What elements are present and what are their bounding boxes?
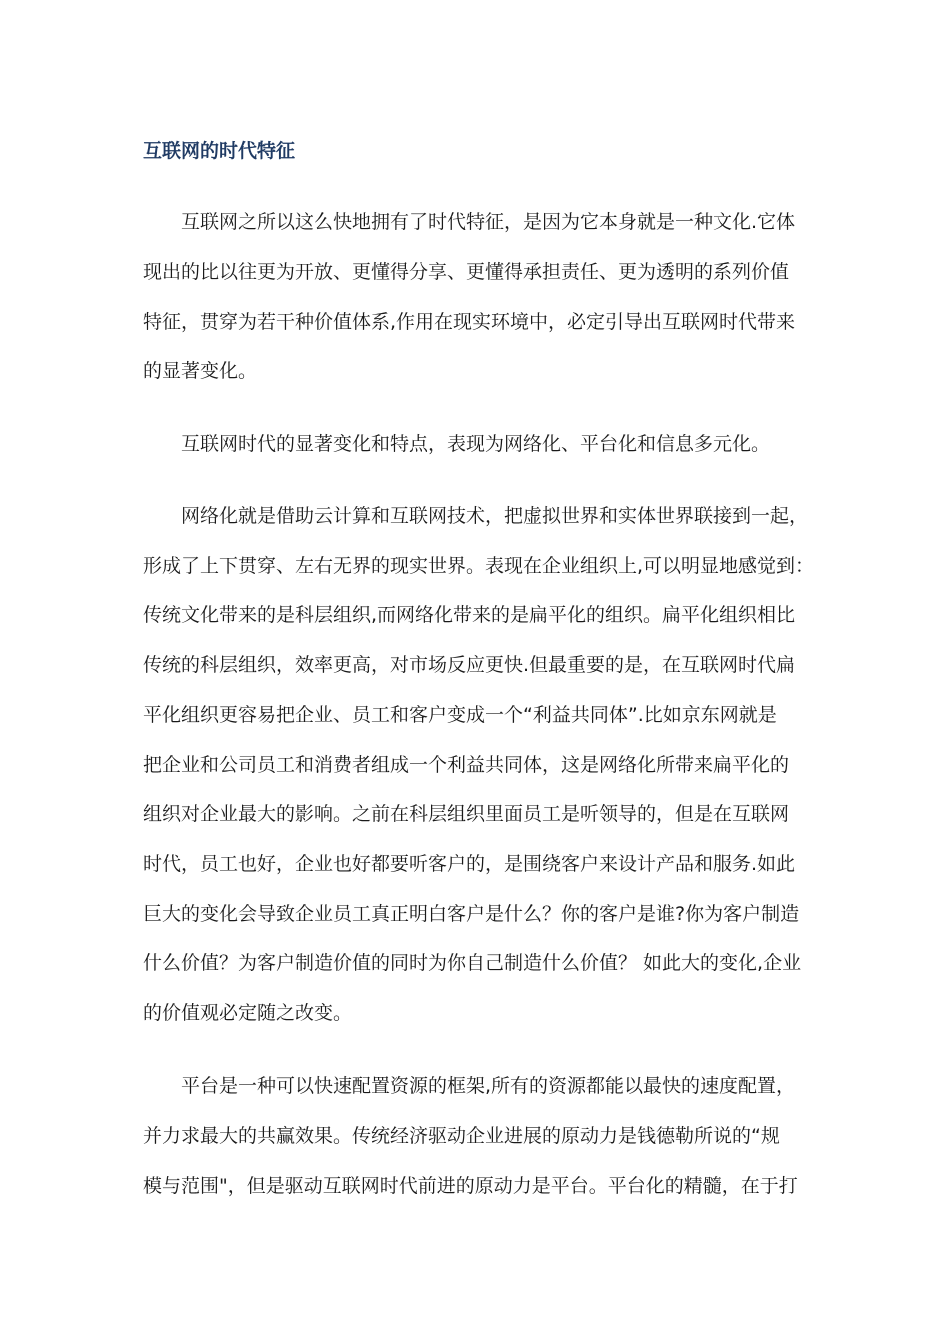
paragraph-3-line-9: 巨大的变化会导致企业员工真正明白客户是什么？你的客户是谁?你为客户制造 (143, 903, 800, 925)
paragraph-4-line-1: 平台是一种可以快速配置资源的框架,所有的资源都能以最快的速度配置， (181, 1075, 796, 1097)
paragraph-3-line-7: 组织对企业最大的影响。之前在科层组织里面员工是听领导的，但是在互联网 (143, 803, 790, 825)
document-title: 互联网的时代特征 (143, 140, 296, 162)
paragraph-3-line-4: 传统的科层组织，效率更高，对市场反应更快.但最重要的是，在互联网时代扁 (143, 654, 796, 676)
paragraph-1-line-4: 的显著变化。 (143, 360, 258, 382)
paragraph-3-line-5: 平化组织更容易把企业、员工和客户变成一个“利益共同体”.比如京东网就是 (143, 704, 777, 726)
paragraph-3-line-8: 时代，员工也好，企业也好都要听客户的，是围绕客户来设计产品和服务.如此 (143, 853, 796, 875)
paragraph-3-line-10: 什么价值？为客户制造价值的同时为你自己制造什么价值？ 如此大的变化,企业 (143, 952, 802, 974)
paragraph-2-line-1: 互联网时代的显著变化和特点，表现为网络化、平台化和信息多元化。 (181, 433, 771, 455)
paragraph-1-line-2: 现出的比以往更为开放、更懂得分享、更懂得承担责任、更为透明的系列价值 (143, 261, 790, 283)
paragraph-3-line-6: 把企业和公司员工和消费者组成一个利益共同体，这是网络化所带来扁平化的 (143, 754, 790, 776)
paragraph-1-line-3: 特征，贯穿为若干种价值体系,作用在现实环境中，必定引导出互联网时代带来 (143, 311, 796, 333)
paragraph-3-line-3: 传统文化带来的是科层组织,而网络化带来的是扁平化的组织。扁平化组织相比 (143, 604, 796, 626)
paragraph-1-line-1: 互联网之所以这么快地拥有了时代特征，是因为它本身就是一种文化.它体 (181, 211, 796, 233)
paragraph-3-line-2: 形成了上下贯穿、左右无界的现实世界。表现在企业组织上,可以明显地感觉到： (143, 555, 815, 577)
paragraph-3-line-1: 网络化就是借助云计算和互联网技术，把虚拟世界和实体世界联接到一起， (181, 505, 809, 527)
paragraph-4-line-3: 模与范围"，但是驱动互联网时代前进的原动力是平台。平台化的精髓，在于打 (143, 1175, 798, 1197)
paragraph-4-line-2: 并力求最大的共赢效果。传统经济驱动企业进展的原动力是钱德勒所说的“规 (143, 1125, 780, 1147)
paragraph-3-line-11: 的价值观必定随之改变。 (143, 1002, 353, 1024)
